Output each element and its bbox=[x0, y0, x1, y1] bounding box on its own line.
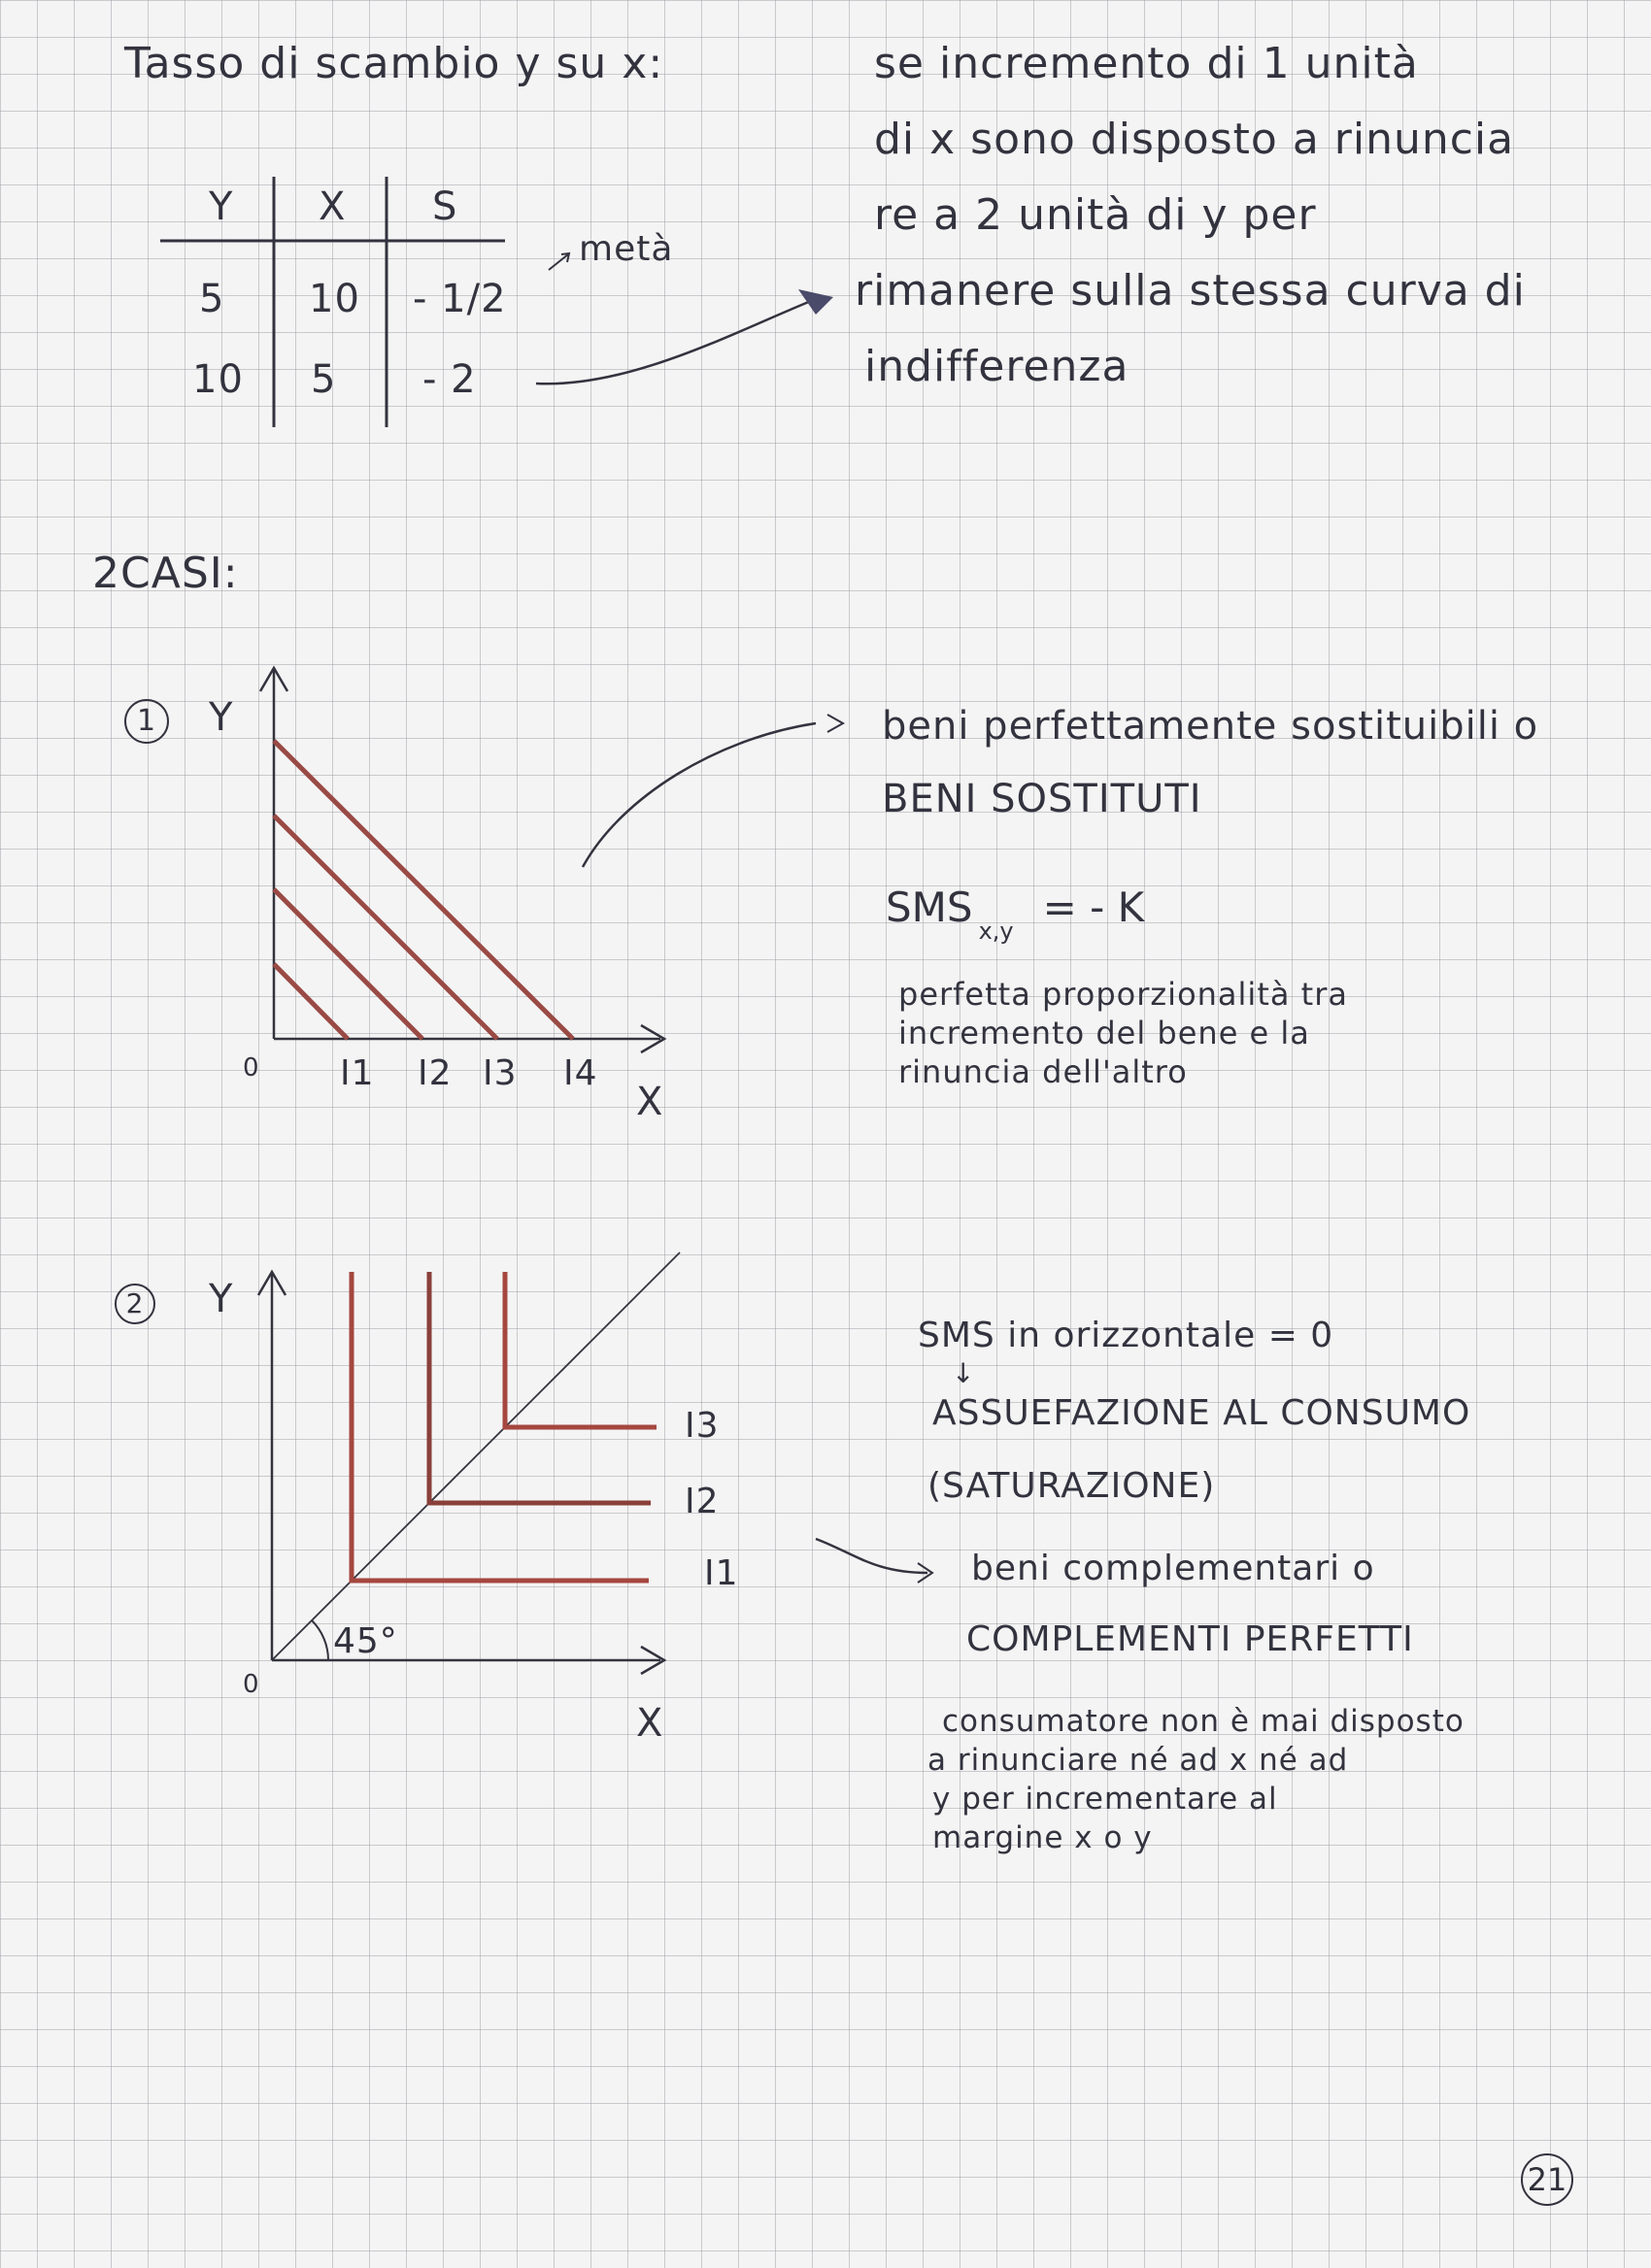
case1-curve-label: I1 bbox=[340, 1053, 375, 1093]
table-cell: 5 bbox=[311, 357, 337, 402]
table-cell: 5 bbox=[199, 277, 225, 321]
table-cell: - 2 bbox=[422, 357, 477, 402]
case1-formula-rhs: = - K bbox=[1042, 884, 1145, 931]
case1-origin-label: 0 bbox=[243, 1053, 260, 1083]
intro-line-3: re a 2 unità di y per bbox=[874, 190, 1317, 240]
intro-line-5: indifferenza bbox=[864, 342, 1129, 391]
case1-y-axis-label: Y bbox=[209, 695, 234, 740]
case2-note-line3: y per incrementare al bbox=[932, 1782, 1278, 1817]
case2-y-axis-label: Y bbox=[209, 1277, 234, 1321]
case2-note-line4: margine x o y bbox=[932, 1820, 1153, 1855]
case2-title-line1: beni complementari o bbox=[971, 1549, 1375, 1588]
case2-curve-label: I1 bbox=[704, 1553, 739, 1593]
case1-title-line1: beni perfettamente sostituibili o bbox=[882, 704, 1539, 749]
case2-curve-label: I2 bbox=[685, 1482, 720, 1521]
intro-line-1: se incremento di 1 unità bbox=[874, 39, 1419, 88]
table-cell: - 1/2 bbox=[413, 277, 507, 321]
case1-title-line2: BENI SOSTITUTI bbox=[882, 777, 1202, 821]
table-header-s: S bbox=[432, 184, 458, 229]
case1-note-line2: incremento del bene e la bbox=[898, 1015, 1310, 1051]
case1-formula-subscript: x,y bbox=[978, 917, 1014, 945]
cases-label: 2CASI: bbox=[92, 549, 239, 598]
case2-number: 2 bbox=[115, 1284, 155, 1324]
case1-formula-sms: SMS bbox=[886, 884, 973, 931]
case2-assuefazione: ASSUEFAZIONE AL CONSUMO bbox=[932, 1393, 1471, 1433]
case1-curve-label: I3 bbox=[483, 1053, 518, 1093]
case1-x-axis-label: X bbox=[636, 1080, 664, 1124]
case2-x-axis-label: X bbox=[636, 1701, 664, 1746]
case2-note-line1: consumatore non è mai disposto bbox=[942, 1704, 1465, 1739]
case2-saturazione: (SATURAZIONE) bbox=[927, 1466, 1216, 1506]
intro-line-2: di x sono disposto a rinuncia bbox=[874, 115, 1515, 164]
exchange-rate-heading: Tasso di scambio y su x: bbox=[124, 39, 664, 88]
case2-down-arrow: ↓ bbox=[952, 1357, 976, 1389]
half-annotation: metà bbox=[579, 229, 674, 269]
case2-sms-line: SMS in orizzontale = 0 bbox=[918, 1316, 1334, 1355]
case1-note-line3: rinuncia dell'altro bbox=[898, 1053, 1188, 1090]
page-number: 21 bbox=[1521, 2153, 1573, 2206]
case1-curve-label: I4 bbox=[563, 1053, 598, 1093]
table-header-y: Y bbox=[209, 184, 234, 229]
intro-line-4: rimanere sulla stessa curva di bbox=[855, 266, 1526, 316]
case2-title-line2: COMPLEMENTI PERFETTI bbox=[966, 1619, 1414, 1659]
case1-number: 1 bbox=[124, 699, 169, 744]
table-cell: 10 bbox=[309, 277, 360, 321]
case2-note-line2: a rinunciare né ad x né ad bbox=[927, 1743, 1349, 1778]
case2-angle-label: 45° bbox=[333, 1621, 398, 1661]
case1-note-line1: perfetta proporzionalità tra bbox=[898, 976, 1348, 1013]
table-header-x: X bbox=[319, 184, 347, 229]
case1-curve-label: I2 bbox=[418, 1053, 453, 1093]
case2-origin-label: 0 bbox=[243, 1670, 260, 1699]
case2-curve-label: I3 bbox=[685, 1406, 720, 1446]
table-cell: 10 bbox=[192, 357, 244, 402]
